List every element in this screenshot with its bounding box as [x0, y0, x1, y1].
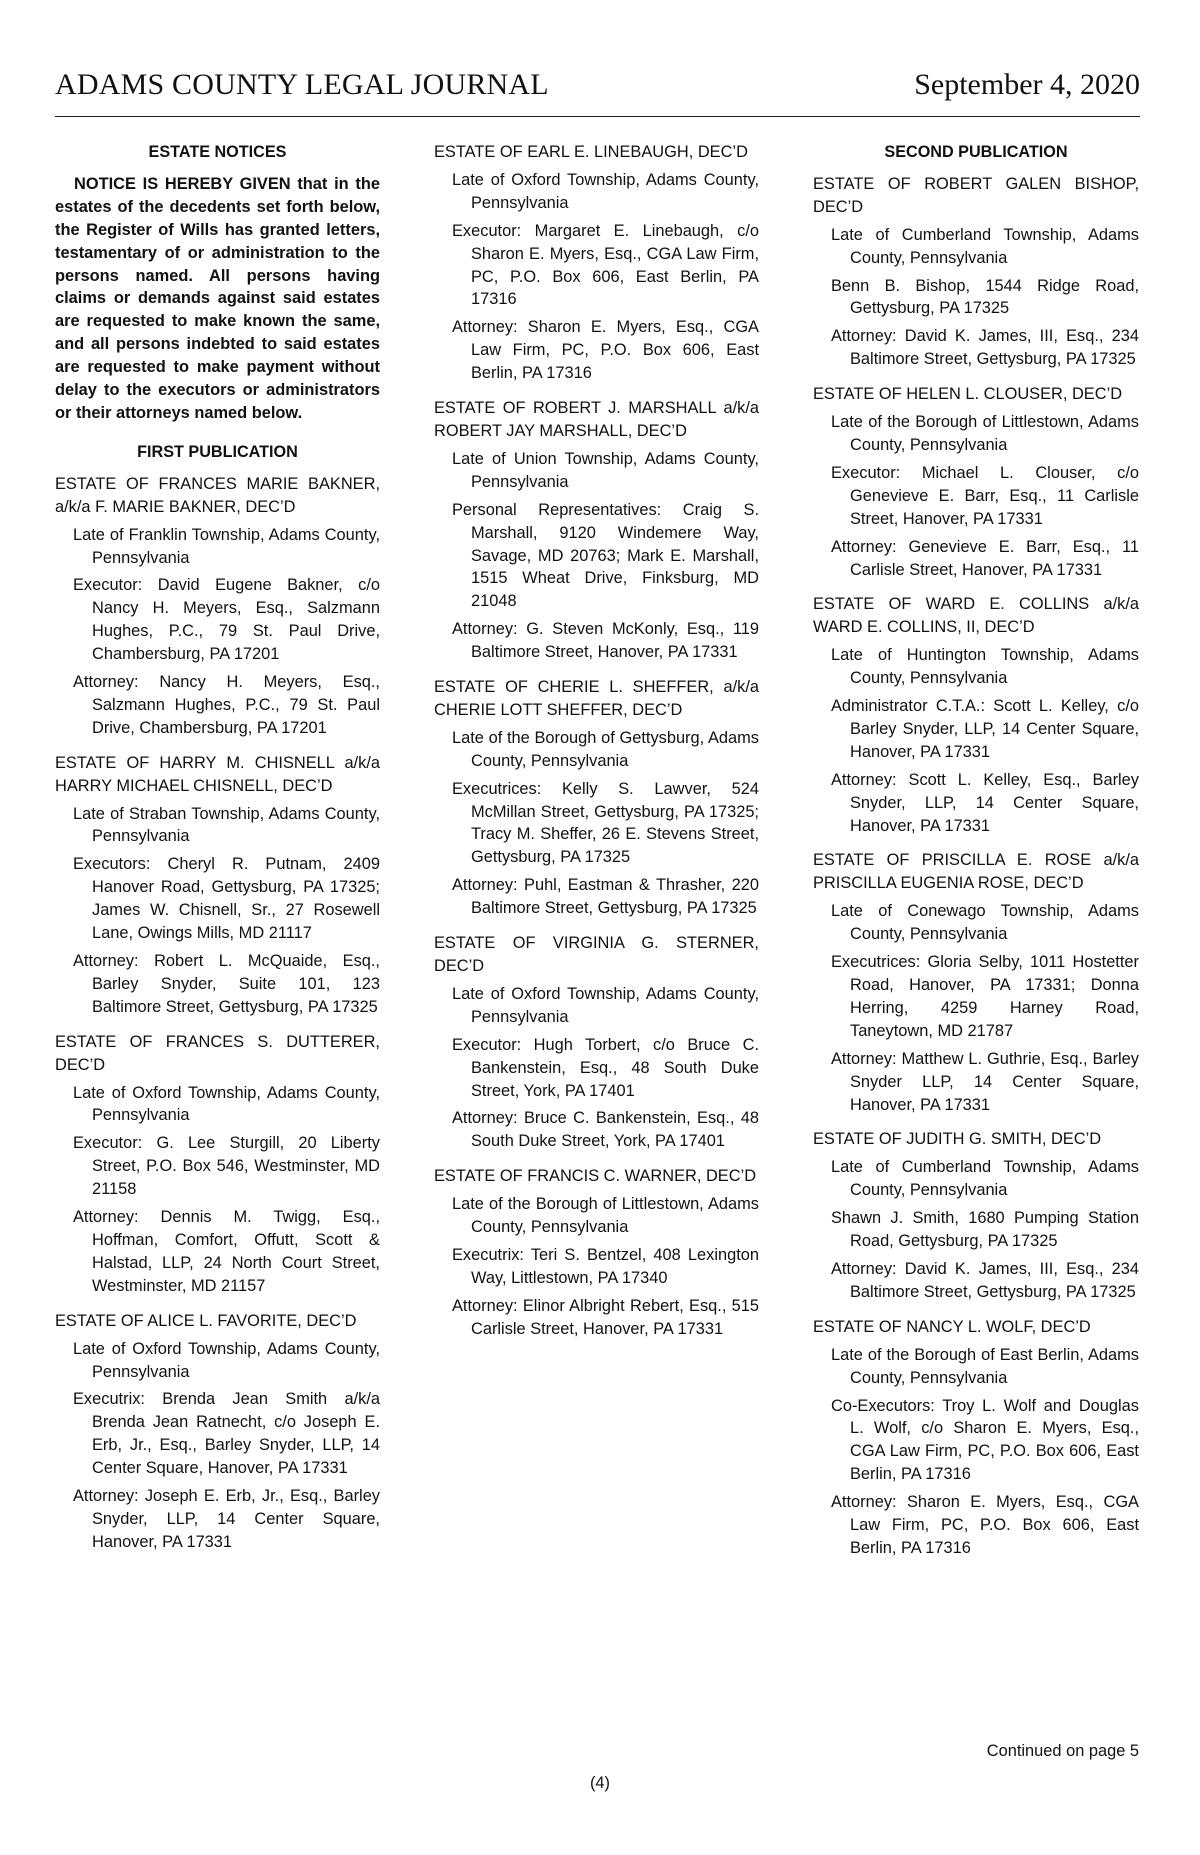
estate-attorney: Attorney: Puhl, Eastman & Thrasher, 220 Baltimore Street, Gettysburg, PA 17325	[452, 876, 759, 918]
estate-residence: Late of the Borough of Gettysburg, Adams County, Pennsylvania	[452, 728, 759, 770]
estate-title: ESTATE OF WARD E. COLLINS a/k/a WARD E. COLLINS, II, DEC’D	[813, 595, 1139, 637]
estate-residence: Late of Union Township, Adams County, Pennsylvania	[452, 449, 759, 491]
estate-attorney: Attorney: Scott L. Kelley, Esq., Barley Snyder, LLP, 14 Center Square, Hanover, PA 17331	[831, 770, 1139, 835]
column-1	[55, 141, 380, 1566]
estate-residence: Late of the Borough of Littlestown, Adams County, Pennsylvania	[831, 413, 1139, 454]
estate-attorney: Attorney: Elinor Albright Rebert, Esq., 515 Carlisle Street, Hanover, PA 17331	[452, 1296, 759, 1338]
estate-residence: Late of Huntington Township, Adams County, Pennsylvania	[831, 646, 1139, 688]
estate-notice	[813, 849, 1139, 1116]
estate-representative: Executrices: Kelly S. Lawver, 524 McMillan Street, Gettysburg, PA 17325; Tracy M. Sheffer, 26 E. Stevens Street, Gettysburg, PA 17325	[452, 779, 759, 867]
estate-attorney: Attorney: David K. James, III, Esq., 234 Baltimore Street, Gettysburg, PA 17325	[831, 1259, 1139, 1301]
estate-residence: Late of the Borough of Littlestown, Adams County, Pennsylvania	[452, 1195, 759, 1237]
estate-attorney: Attorney: David K. James, III, Esq., 234 Baltimore Street, Gettysburg, PA 17325	[831, 327, 1139, 369]
estate-notice	[813, 173, 1139, 371]
estate-residence: Late of Oxford Township, Adams County, Pennsylvania	[452, 984, 759, 1026]
second-publication-heading: SECOND PUBLICATION	[884, 143, 1068, 161]
estate-residence: Late of Oxford Township, Adams County, Pennsylvania	[73, 1339, 380, 1381]
estate-representative: Co-Executors: Troy L. Wolf and Douglas L. Wolf, c/o Sharon E. Myers, Esq., CGA Law Firm, PC, P.O. Box 606, East Berlin, PA 17316	[831, 1396, 1139, 1484]
estate-title: ESTATE OF EARL E. LINEBAUGH, DEC’D	[434, 143, 748, 161]
estate-representative: Executors: Cheryl R. Putnam, 2409 Hanover Road, Gettysburg, PA 17325; James W. Chisnell, Sr., 27 Rosewell Lane, Owings Mills, MD 21117	[73, 855, 380, 943]
estate-residence: Late of Cumberland Township, Adams County, Pennsylvania	[831, 1158, 1139, 1200]
estate-attorney: Attorney: Joseph E. Erb, Jr., Esq., Barley Snyder, LLP, 14 Center Square, Hanover, PA 17331	[73, 1487, 380, 1551]
estate-notice	[55, 1310, 380, 1554]
estate-notice	[434, 397, 759, 664]
column-3	[813, 141, 1139, 1572]
estate-residence: Late of Cumberland Township, Adams County, Pennsylvania	[831, 225, 1139, 267]
issue-date: September 4, 2020	[914, 68, 1140, 101]
estate-residence: Late of the Borough of East Berlin, Adams County, Pennsylvania	[831, 1345, 1139, 1387]
continued-note: Continued on page 5	[986, 1742, 1139, 1760]
journal-header	[55, 68, 1140, 117]
estate-title: ESTATE OF PRISCILLA E. ROSE a/k/a PRISCILLA EUGENIA ROSE, DEC’D	[813, 851, 1139, 893]
estate-title: ESTATE OF FRANCES MARIE BAKNER, a/k/a F. MARIE BAKNER, DEC’D	[55, 474, 380, 516]
estate-notice	[55, 473, 380, 740]
estate-attorney: Attorney: Robert L. McQuaide, Esq., Barley Snyder, Suite 101, 123 Baltimore Street, Gettysburg, PA 17325	[73, 952, 380, 1016]
estate-title: ESTATE OF ROBERT J. MARSHALL a/k/a ROBERT JAY MARSHALL, DEC’D	[434, 399, 759, 440]
estate-residence: Late of Conewago Township, Adams County, Pennsylvania	[831, 902, 1139, 944]
estate-notice	[813, 1128, 1139, 1303]
estate-title: ESTATE OF JUDITH G. SMITH, DEC’D	[813, 1130, 1102, 1149]
estate-notice	[434, 932, 759, 1153]
estate-title: ESTATE OF CHERIE L. SHEFFER, a/k/a CHERIE LOTT SHEFFER, DEC’D	[434, 678, 759, 719]
estate-residence: Late of Oxford Township, Adams County, Pennsylvania	[452, 170, 759, 212]
estate-title: ESTATE OF ALICE L. FAVORITE, DEC’D	[55, 1311, 357, 1330]
estate-notice	[813, 1316, 1139, 1560]
estate-representative: Personal Representatives: Craig S. Marshall, 9120 Windemere Way, Savage, MD 20763; Mark E. Marshall, 1515 Wheat Drive, Finksburg, MD 21048	[452, 500, 759, 611]
estate-residence: Late of Oxford Township, Adams County, Pennsylvania	[73, 1083, 380, 1125]
estate-attorney: Attorney: Bruce C. Bankenstein, Esq., 48 South Duke Street, York, PA 17401	[452, 1109, 759, 1151]
estate-notice	[434, 1165, 759, 1340]
first-publication-heading: FIRST PUBLICATION	[137, 442, 298, 461]
estate-attorney: Attorney: Matthew L. Guthrie, Esq., Barley Snyder LLP, 14 Center Square, Hanover, PA 17331	[831, 1049, 1139, 1114]
estate-representative: Executrix: Teri S. Bentzel, 408 Lexington Way, Littlestown, PA 17340	[452, 1245, 759, 1287]
estate-representative: Executor: Hugh Torbert, c/o Bruce C. Bankenstein, Esq., 48 South Duke Street, York, PA 17401	[452, 1035, 759, 1100]
estate-notice	[813, 593, 1139, 837]
estate-title: ESTATE OF HELEN L. CLOUSER, DEC’D	[813, 385, 1123, 404]
estate-attorney: Attorney: Sharon E. Myers, Esq., CGA Law Firm, PC, P.O. Box 606, East Berlin, PA 17316	[452, 318, 759, 383]
estate-notices-heading: ESTATE NOTICES	[148, 143, 287, 161]
estate-residence: Late of Straban Township, Adams County, Pennsylvania	[73, 804, 380, 846]
estate-title: ESTATE OF FRANCES S. DUTTERER, DEC’D	[55, 1032, 380, 1074]
page-number: (4)	[589, 1774, 611, 1792]
notice-paragraph: NOTICE IS HEREBY GIVEN that in the estates of the decedents set forth below, the Register of Wills has granted letters, testamentary of or administration to the persons named. All persons having claims or demands against said estates are requested to make known the same, and all persons indebted to said estates are requested to make payment without delay to the executors or administrators or their attorneys named below.	[55, 174, 380, 422]
estate-representative: Executrix: Brenda Jean Smith a/k/a Brenda Jean Ratnecht, c/o Joseph E. Erb, Jr., Esq., Barley Snyder, LLP, 14 Center Square, Hanover, PA 17331	[73, 1390, 380, 1478]
estate-notice	[434, 141, 759, 385]
estate-residence: Late of Franklin Township, Adams County, Pennsylvania	[73, 525, 380, 567]
estate-representative: Executor: Michael L. Clouser, c/o Genevieve E. Barr, Esq., 11 Carlisle Street, Hanover, PA 17331	[831, 463, 1139, 528]
estate-representative: Executor: David Eugene Bakner, c/o Nancy H. Meyers, Esq., Salzmann Hughes, P.C., 79 St. Paul Drive, Chambersburg, PA 17201	[73, 576, 380, 664]
estate-attorney: Attorney: G. Steven McKonly, Esq., 119 Baltimore Street, Hanover, PA 17331	[452, 620, 759, 662]
estate-representative: Executor: Margaret E. Linebaugh, c/o Sharon E. Myers, Esq., CGA Law Firm, PC, P.O. Box 606, East Berlin, PA 17316	[452, 221, 759, 309]
estate-representative: Executor: G. Lee Sturgill, 20 Liberty Street, P.O. Box 546, Westminster, MD 21158	[73, 1134, 380, 1199]
journal-title: ADAMS COUNTY LEGAL JOURNAL	[55, 68, 549, 101]
estate-title: ESTATE OF NANCY L. WOLF, DEC’D	[813, 1317, 1091, 1336]
estate-representative: Shawn J. Smith, 1680 Pumping Station Road, Gettysburg, PA 17325	[831, 1209, 1139, 1251]
estate-title: ESTATE OF HARRY M. CHISNELL a/k/a HARRY MICHAEL CHISNELL, DEC’D	[55, 753, 380, 795]
estate-notice	[55, 1031, 380, 1298]
estate-representative: Administrator C.T.A.: Scott L. Kelley, c/o Barley Snyder, LLP, 14 Center Square, Hanover, PA 17331	[831, 697, 1139, 761]
estate-representative: Executrices: Gloria Selby, 1011 Hostetter Road, Hanover, PA 17331; Donna Herring, 4259 Harney Road, Taneytown, MD 21787	[831, 953, 1139, 1040]
estate-attorney: Attorney: Sharon E. Myers, Esq., CGA Law Firm, PC, P.O. Box 606, East Berlin, PA 17316	[831, 1493, 1139, 1557]
estate-notice	[813, 383, 1139, 581]
column-2	[434, 141, 759, 1353]
estate-attorney: Attorney: Dennis M. Twigg, Esq., Hoffman, Comfort, Offutt, Scott & Halstad, LLP, 24 North Court Street, Westminster, MD 21157	[73, 1208, 380, 1295]
estate-title: ESTATE OF FRANCIS C. WARNER, DEC’D	[434, 1167, 757, 1186]
estate-attorney: Attorney: Genevieve E. Barr, Esq., 11 Carlisle Street, Hanover, PA 17331	[831, 537, 1139, 579]
estate-notice	[55, 752, 380, 1019]
estate-attorney: Attorney: Nancy H. Meyers, Esq., Salzmann Hughes, P.C., 79 St. Paul Drive, Chambersburg, PA 17201	[73, 673, 380, 737]
estate-representative: Benn B. Bishop, 1544 Ridge Road, Gettysburg, PA 17325	[831, 276, 1139, 318]
estate-title: ESTATE OF ROBERT GALEN BISHOP, DEC’D	[813, 174, 1139, 216]
estate-notice	[434, 676, 759, 920]
estate-title: ESTATE OF VIRGINIA G. STERNER, DEC’D	[434, 934, 759, 975]
